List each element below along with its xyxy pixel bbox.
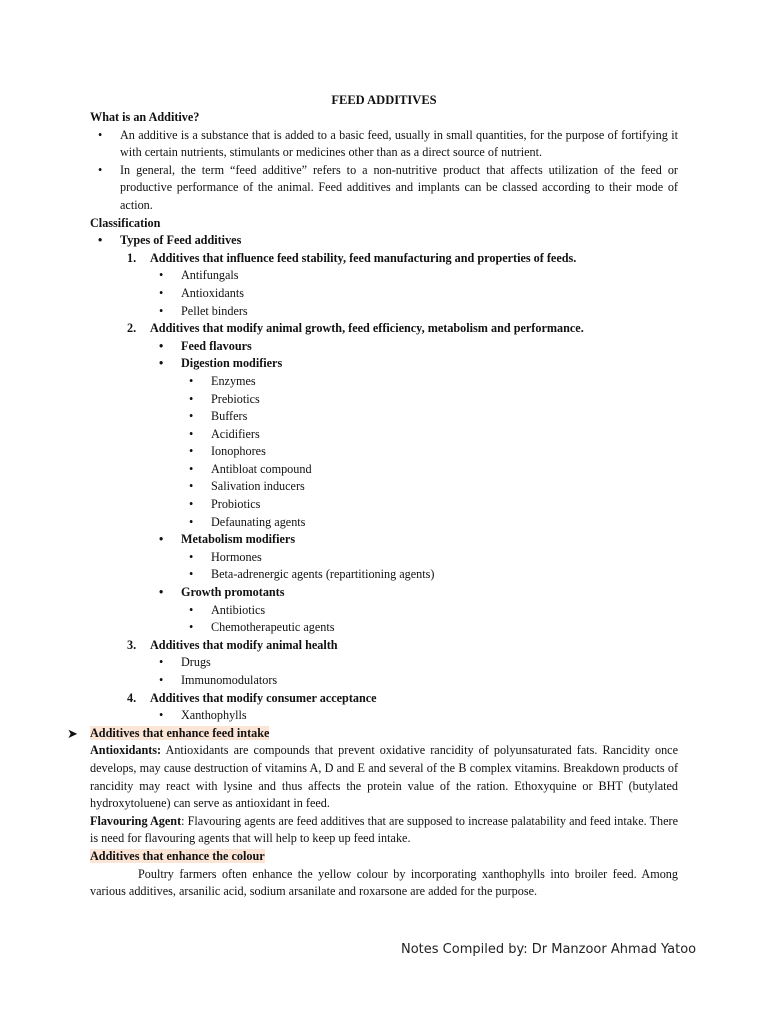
list-item: • Hormones	[90, 549, 678, 567]
list-item: • Pellet binders	[90, 303, 678, 321]
list-item: • Beta-adrenergic agents (repartitioning agents)	[90, 566, 678, 584]
list-item: • Acidifiers	[90, 426, 678, 444]
list-item: • Probiotics	[90, 496, 678, 514]
group-title: Additives that modify consumer acceptance	[150, 690, 377, 705]
subgroup-heading: • Growth promotants	[90, 584, 678, 602]
group-heading	[90, 320, 678, 338]
antioxidants-paragraph	[90, 742, 678, 812]
list-item: • Ionophores	[90, 443, 678, 461]
colour-heading: Additives that enhance the colour	[90, 848, 265, 863]
what-point: • An additive is a substance that is added to a basic feed, usually in small quantities, for the purpose of fortifying it with certain nutrients, stimulants or medicines other than as a direct source of nutrient.	[90, 127, 678, 162]
colour-paragraph: Poultry farmers often enhance the yellow colour by incorporating xanthophylls into broiler feed. Among various additives, arsanilic acid, sodium arsanilate and roxarsone are added for the purpose.	[90, 866, 678, 899]
list-item: • Buffers	[90, 408, 678, 426]
antioxidants-text: Antioxidants are compounds that prevent oxidative rancidity of polyunsaturated fats. Rancidity once develops, may cause destruction of vitamins A, D and E and several of the B complex vitamins. Breakdown products of rancidity may react with lysine and thus affects the protein value of the ration. Ethoxyquine or BHT (butylated hydroxytoluene) can serve as antioxidant in feed.	[90, 743, 678, 811]
list-item: • Defaunating agents	[90, 514, 678, 532]
subgroup-heading: • Metabolism modifiers	[90, 531, 678, 549]
list-item: • Antibiotics	[90, 602, 678, 620]
footer-credit: Notes Compiled by: Dr Manzoor Ahmad Yatoo	[401, 942, 697, 957]
list-item: • Salivation inducers	[90, 478, 678, 496]
intake-heading: Additives that enhance feed intake	[90, 725, 270, 740]
list-item: • Drugs	[90, 654, 678, 672]
what-point: • In general, the term “feed additive” refers to a non-nutritive product that affects utilization of the feed or productive performance of the animal. Feed additives and implants can be classed according to their mode of action.	[90, 162, 678, 215]
arrow-bullet-icon: ➤	[67, 725, 78, 741]
group-number: 3.	[127, 637, 137, 652]
document-body	[67, 109, 678, 901]
page-title: FEED ADDITIVES	[331, 93, 437, 107]
subgroup-heading: • Feed flavours	[90, 338, 678, 356]
group-title: Additives that influence feed stability, feed manufacturing and properties of feeds.	[150, 250, 577, 265]
flavouring-label: Flavouring Agent	[90, 813, 182, 828]
group-heading	[90, 250, 678, 268]
list-item: • Immunomodulators	[90, 672, 678, 690]
group-heading	[90, 637, 678, 655]
list-item: • Antibloat compound	[90, 461, 678, 479]
flavouring-paragraph	[90, 813, 678, 848]
subgroup-heading: • Digestion modifiers	[90, 355, 678, 373]
group-number: 4.	[127, 690, 137, 705]
colour-heading-row	[90, 848, 678, 866]
classification-heading: Classification	[90, 215, 161, 230]
group-number: 1.	[127, 250, 137, 265]
intake-heading-row	[67, 725, 678, 743]
list-item: • Chemotherapeutic agents	[90, 619, 678, 637]
group-number: 2.	[127, 321, 137, 336]
what-heading: What is an Additive?	[90, 110, 200, 124]
list-item: • Prebiotics	[90, 391, 678, 409]
antioxidants-label: Antioxidants:	[90, 743, 162, 758]
flavouring-text: : Flavouring agents are feed additives that are supposed to increase palatability and feed intake. There is need for flavouring agents that will help to keep up feed intake.	[90, 813, 678, 846]
list-item: • Enzymes	[90, 373, 678, 391]
types-heading: • Types of Feed additives	[90, 232, 678, 250]
list-item: • Antifungals	[90, 267, 678, 285]
list-item: • Antioxidants	[90, 285, 678, 303]
group-title: Additives that modify animal growth, feed efficiency, metabolism and performance.	[150, 321, 584, 336]
list-item: • Xanthophylls	[90, 707, 678, 725]
group-heading	[90, 690, 678, 708]
group-title: Additives that modify animal health	[150, 637, 338, 652]
